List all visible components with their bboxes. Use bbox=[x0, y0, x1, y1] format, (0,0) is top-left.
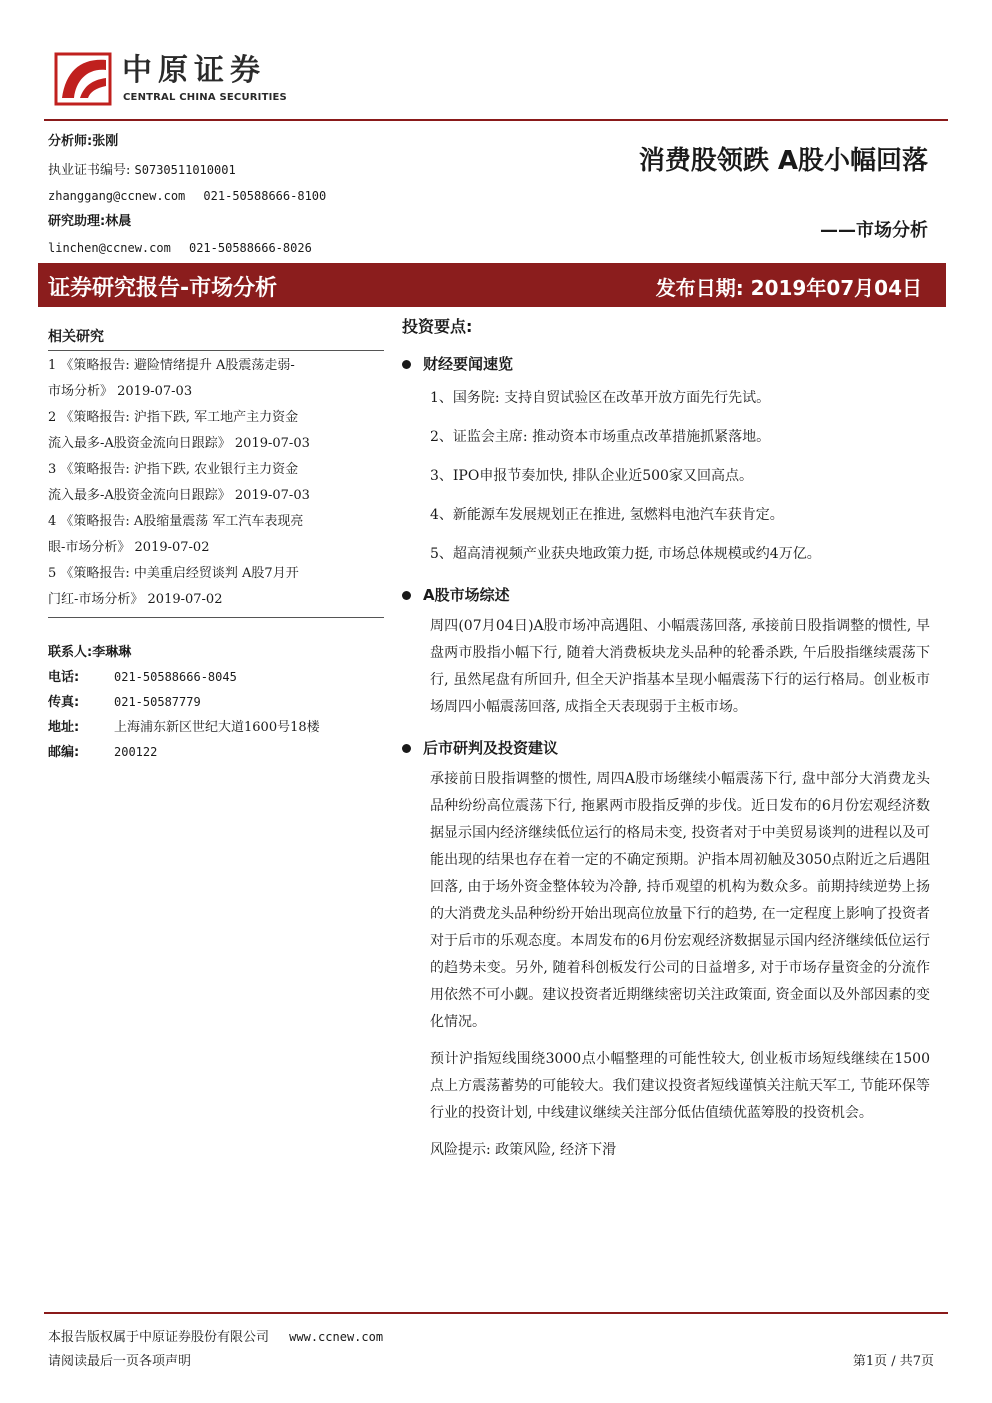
related-item-line: 5 《策略报告: 中美重启经贸谈判 A股7月开 bbox=[48, 566, 299, 581]
related-item-line: 2 《策略报告: 沪指下跌, 军工地产主力资金 bbox=[48, 410, 299, 425]
footer-copyright: 本报告版权属于中原证券股份有限公司 bbox=[48, 1330, 270, 1345]
assistant-contact-line bbox=[48, 240, 312, 257]
contact-person-row bbox=[48, 640, 384, 665]
related-list bbox=[48, 353, 384, 613]
section-market-heading bbox=[402, 584, 930, 605]
logo-english-name: CENTRAL CHINA SECURITIES bbox=[123, 92, 287, 103]
footer-website-link[interactable]: www.ccnew.com bbox=[289, 1330, 384, 1344]
analyst-name: 张刚 bbox=[92, 134, 119, 149]
investment-points bbox=[402, 314, 930, 1164]
contact-block bbox=[48, 640, 384, 765]
analyst-email[interactable]: zhanggang@ccnew.com bbox=[48, 189, 186, 203]
cert-label: 执业证书编号: bbox=[48, 163, 131, 178]
related-item[interactable] bbox=[48, 561, 384, 613]
footer-copyright-line bbox=[48, 1326, 383, 1345]
news-list bbox=[430, 388, 930, 564]
contact-person-name: 李琳琳 bbox=[92, 645, 132, 660]
related-item-line: 流入最多-A股资金流向日跟踪》 2019-07-03 bbox=[48, 436, 310, 451]
news-item: 5、超高清视频产业获央地政策力挺, 市场总体规模或约4万亿。 bbox=[430, 546, 821, 562]
analyst-phone: 021-50588666-8100 bbox=[203, 189, 327, 203]
contact-address: 上海浦东新区世纪大道1600号18楼 bbox=[114, 720, 320, 735]
assistant-email[interactable]: linchen@ccnew.com bbox=[48, 241, 171, 255]
market-summary-paragraph: 周四(07月04日)A股市场冲高遇阻、小幅震荡回落, 承接前日股指调整的惯性, 早盘两市股指小幅下行, 随着大消费板块龙头品种的轮番杀跌, 午后股指继续震荡下行, 虽然尾盘有所回升, 但全天沪指基本呈现小幅震荡下行的运行格局。创业板市场周四小幅震荡回落, 成指全天表现弱于主板市场。 bbox=[430, 618, 930, 715]
analyst-line bbox=[48, 134, 118, 150]
bullet-icon bbox=[402, 591, 411, 600]
analyst-label: 分析师: bbox=[48, 134, 93, 149]
news-item: 4、新能源车发展规划正在推进, 氢燃料电池汽车获肯定。 bbox=[430, 507, 784, 523]
analyst-contact-line bbox=[48, 188, 326, 205]
footer-divider bbox=[44, 1312, 948, 1314]
assistant-label: 研究助理: bbox=[48, 214, 106, 229]
contact-phone-row bbox=[48, 665, 384, 690]
related-item-line: 流入最多-A股资金流向日跟踪》 2019-07-03 bbox=[48, 488, 310, 503]
risk-warning: 风险提示: 政策风险, 经济下滑 bbox=[430, 1142, 617, 1158]
publish-date: 发布日期: 2019年07月04日 bbox=[655, 276, 922, 300]
contact-row-label: 邮编: bbox=[48, 745, 80, 760]
contact-row-label: 传真: bbox=[48, 695, 80, 710]
assistant-name: 林晨 bbox=[105, 214, 132, 229]
related-item[interactable] bbox=[48, 457, 384, 509]
header-divider bbox=[44, 119, 948, 121]
section-news-heading bbox=[402, 353, 930, 374]
report-subtitle: ——市场分析 bbox=[820, 220, 928, 241]
contact-person-label: 联系人: bbox=[48, 645, 93, 660]
news-item: 3、IPO申报节奏加快, 排队企业近500家又回高点。 bbox=[430, 468, 753, 484]
related-heading: 相关研究 bbox=[48, 329, 104, 345]
report-category: 证券研究报告-市场分析 bbox=[48, 276, 278, 301]
contact-fax-row bbox=[48, 690, 384, 715]
related-bottom-divider bbox=[48, 617, 384, 618]
related-item-line: 3 《策略报告: 沪指下跌, 农业银行主力资金 bbox=[48, 462, 299, 477]
related-item-line: 1 《策略报告: 避险情绪提升 A股震荡走弱- bbox=[48, 358, 295, 373]
outlook-paragraph: 承接前日股指调整的惯性, 周四A股市场继续小幅震荡下行, 盘中部分大消费龙头品种纷纷高位震荡下行, 拖累两市股指反弹的步伐。近日发布的6月份宏观经济数据显示国内经济继续低位运行的格局未变, 投资者对于中美贸易谈判的进程以及可能出现的结果也存在着一定的不确定预期。沪指本周初触及3050点附近之后遇阻回落, 由于场外资金整体较为冷静, 持币观望的机构为数众多。前期持续逆势上扬的大消费龙头品种纷纷开始出现高位放量下行的趋势, 在一定程度上影响了投资者对于后市的乐观态度。本周发布的6月份宏观经济数据显示国内经济继续低位运行的趋势未变。另外, 随着科创板发行公司的日益增多, 对于市场存量资金的分流作用依然不可小觑。建议投资者近期继续密切关注政策面, 资金面以及外部因素的变化情况。 bbox=[430, 771, 930, 1030]
bullet-icon bbox=[402, 744, 411, 753]
contact-address-row bbox=[48, 715, 384, 740]
contact-postcode-row bbox=[48, 740, 384, 765]
related-item-line: 眼-市场分析》 2019-07-02 bbox=[48, 540, 210, 555]
related-item[interactable] bbox=[48, 509, 384, 561]
contact-phone: 021-50588666-8045 bbox=[114, 670, 237, 684]
footer-page-number: 第1页 / 共7页 bbox=[852, 1354, 934, 1369]
related-item[interactable] bbox=[48, 405, 384, 457]
bullet-icon bbox=[402, 360, 411, 369]
footer-disclaimer: 请阅读最后一页各项声明 bbox=[48, 1354, 192, 1369]
related-item-line: 4 《策略报告: A股缩量震荡 军工汽车表现亮 bbox=[48, 514, 304, 529]
related-research bbox=[48, 326, 384, 618]
related-divider bbox=[48, 350, 384, 351]
forecast-paragraph: 预计沪指短线围绕3000点小幅整理的可能性较大, 创业板市场短线继续在1500点上方震荡蓄势的可能较大。我们建议投资者短线谨慎关注航天军工, 节能环保等行业的投资计划, 中线建议继续关注部分低估值绩优蓝筹股的投资机会。 bbox=[430, 1051, 930, 1121]
contact-postcode: 200122 bbox=[114, 745, 158, 759]
section-title: 后市研判及投资建议 bbox=[423, 739, 559, 757]
related-item[interactable] bbox=[48, 353, 384, 405]
contact-fax: 021-50587779 bbox=[114, 695, 201, 709]
contact-row-label: 电话: bbox=[48, 670, 80, 685]
news-item: 1、国务院: 支持自贸试验区在改革开放方面先行先试。 bbox=[430, 390, 771, 406]
cert-number: S0730511010001 bbox=[134, 163, 236, 177]
news-item: 2、证监会主席: 推动资本市场重点改革措施抓紧落地。 bbox=[430, 429, 771, 445]
section-title: 财经要闻速览 bbox=[423, 355, 514, 373]
section-outlook-heading bbox=[402, 737, 930, 758]
related-item-line: 市场分析》 2019-07-03 bbox=[48, 384, 193, 399]
company-logo-mark bbox=[52, 50, 114, 108]
report-title: 消费股领跌 A股小幅回落 bbox=[638, 146, 928, 176]
report-banner bbox=[38, 263, 946, 307]
cert-line bbox=[48, 162, 236, 179]
assistant-phone: 021-50588666-8026 bbox=[188, 241, 312, 255]
related-item-line: 门红-市场分析》 2019-07-02 bbox=[48, 592, 223, 607]
contact-row-label: 地址: bbox=[48, 720, 80, 735]
assistant-line bbox=[48, 214, 131, 230]
investment-heading: 投资要点: bbox=[402, 317, 473, 336]
section-title: A股市场综述 bbox=[423, 586, 510, 604]
logo-chinese-name: 中原证券 bbox=[122, 53, 266, 88]
